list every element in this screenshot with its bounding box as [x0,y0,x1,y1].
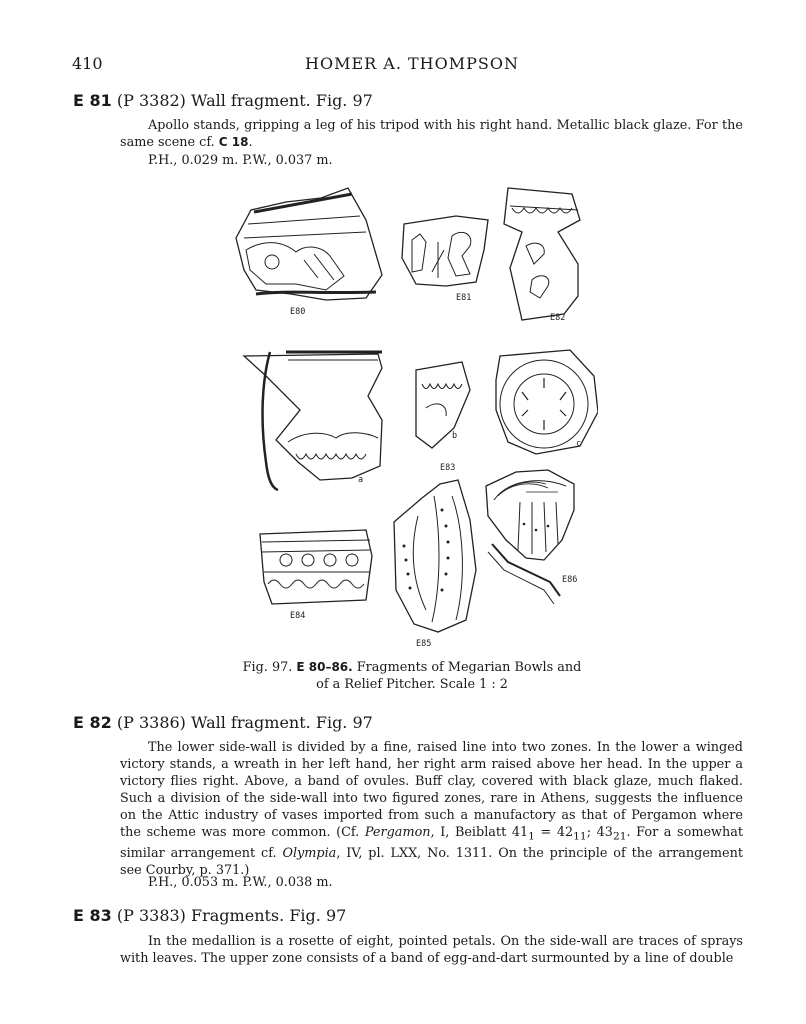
fragment-e80 [236,188,382,300]
figure-label-b: b [452,431,458,441]
page-number: 410 [72,54,103,73]
subscript: 1 [528,829,535,843]
figure-label-a: a [358,475,364,485]
plate-drawing [226,180,598,656]
fragment-e81 [402,216,488,286]
figure-reference: Fig. 97 [315,91,373,110]
catalogue-number: E 83 [73,906,112,925]
description-text: ; 43 [586,825,613,840]
fragment-e82 [504,188,580,320]
figure-caption [226,659,598,693]
fragment-e85 [394,480,476,632]
description-text: . For a somewhat similar arrangement cf. [120,825,743,861]
catalogue-number: E 82 [73,713,112,732]
caption-figure-number: Fig. 97. [242,660,293,675]
entry-title: Wall fragment. [191,91,311,110]
figure-label-e83: E83 [440,463,456,473]
entry-heading-e82 [73,713,373,732]
figure-reference: Fig. 97 [315,713,373,732]
figure-reference: Fig. 97 [289,906,347,925]
fragment-e83-b [416,362,470,448]
figure-label-e84: E84 [290,611,306,621]
caption-line-2: of a Relief Pitcher. Scale 1 : 2 [316,677,508,692]
entry-heading-e83 [73,906,346,925]
figure-label-c: c [576,439,582,449]
inventory-number: (P 3382) [116,91,186,110]
entry-description-e83: In the medallion is a rosette of eight, pointed petals. On the side-wall are traces of sprays with leaves. The upper zone consists of a band of egg-and-dart surmounted by a line of double [120,934,743,966]
running-head: HOMER A. THOMPSON [305,54,519,73]
description-text: , I, Beiblatt 41 [430,825,529,840]
figure-plate [226,180,598,656]
description-text: Apollo stands, gripping a leg of his tripod with his right hand. Metallic black glaze. For the same scene cf. [120,118,743,150]
inventory-number: (P 3386) [116,713,186,732]
description-end: . [248,135,253,150]
measurements-e81: P.H., 0.029 m. P.W., 0.037 m. [148,153,333,168]
measurements-e82: P.H., 0.053 m. P.W., 0.038 m. [148,875,333,890]
fragment-e84-a [244,352,382,490]
figure-label-e86: E86 [562,575,578,585]
caption-line-1: Fragments of Megarian Bowls and [356,660,582,675]
plate-shading [403,509,550,592]
figure-label-e81: E81 [456,293,472,303]
citation-pergamon: Pergamon [364,825,431,840]
description-text: The lower side-wall is divided by a fine, raised line into two zones. In the lower a winged victory stands, a wreath in her left hand, her right arm raised above her head. In the upper a victory flies right. Above, a band of ovules. Buff clay, covered with black glaze, much flaked. Such a division of the side-wall into two figured zones, rare in Athens, suggests the influence on the Attic industry of vases imported from such a manufactory as that of Pergamon where the scheme was more common. (Cf. [120,740,743,840]
page-header [72,54,752,76]
fragment-e84 [260,530,372,604]
fragment-e86 [486,470,574,604]
fragment-e83-c [496,350,598,454]
inventory-number: (P 3383) [116,906,186,925]
figure-label-e80: E80 [290,307,306,317]
catalogue-number: E 81 [73,91,112,110]
figure-label-e82: E82 [550,313,566,323]
subscript: 11 [573,829,587,843]
description-text: = 42 [534,825,574,840]
cross-reference: C 18 [218,135,249,149]
entry-title: Wall fragment. [191,713,311,732]
figure-label-e85: E85 [416,639,432,649]
citation-olympia: Olympia [282,845,337,861]
entry-heading-e81 [73,91,373,110]
entry-description-e81 [120,117,743,151]
description-text: , IV, pl. LXX, No. 1311. On the principle of the arrangement see Courby, p. 371.) [120,845,743,878]
entry-description-e82 [120,739,743,879]
subscript: 21 [612,829,627,843]
entry-title: Fragments. [191,906,285,925]
caption-range: E 80–86. [296,660,353,674]
